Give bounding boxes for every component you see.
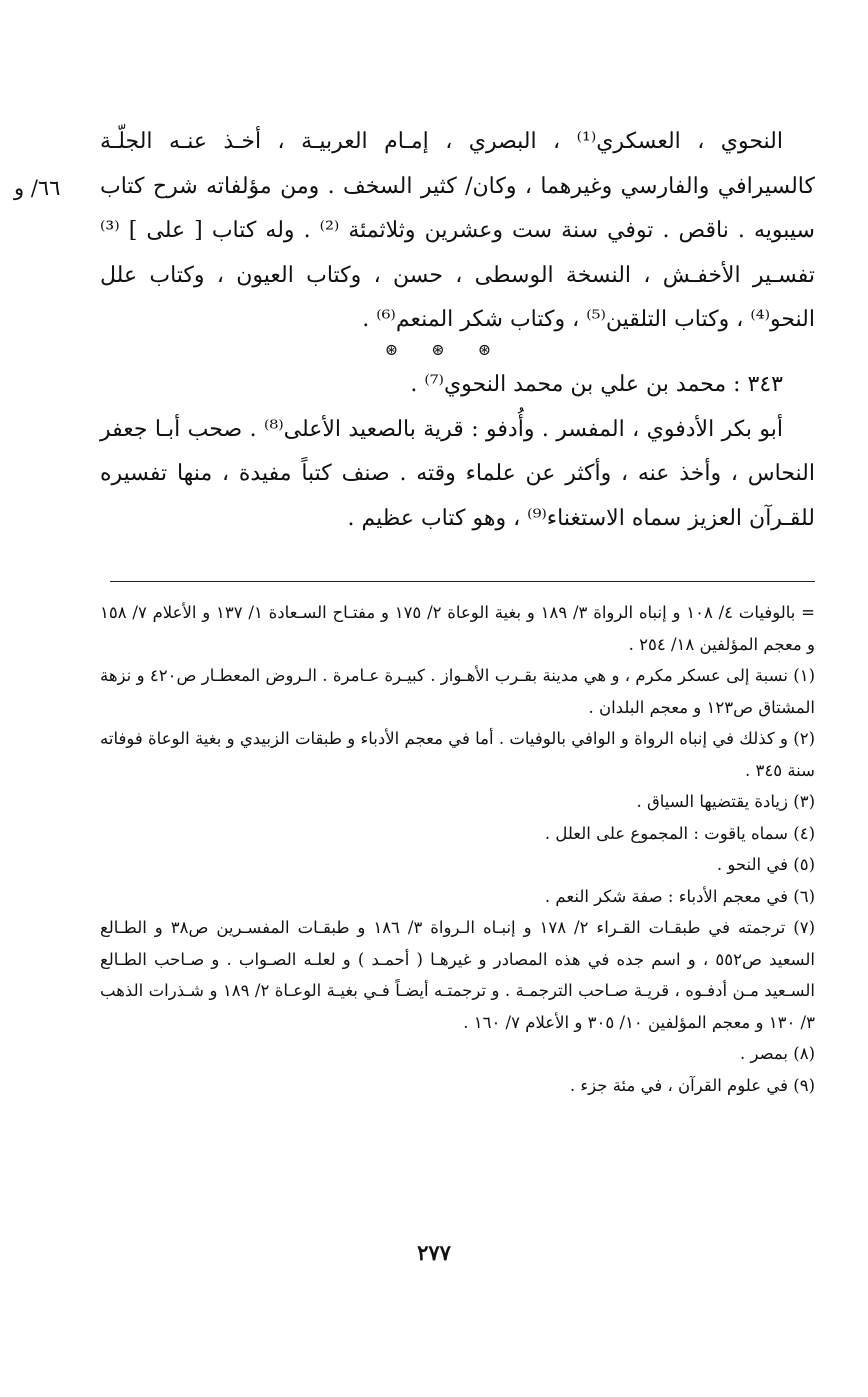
footnote-8: (٨) بمصر . xyxy=(739,1044,815,1063)
entry-heading: ٣٤٣ : محمد بن علي بن محمد النحوي⁽⁷⁾ . xyxy=(410,372,783,397)
footnote-7: (٧) ترجمته في طبقـات القـراء ٢/ ١٧٨ و إنبـاه الـرواة ٣/ ١٨٦ و طبقـات المفسـرين ص٣٨ و الطـالع السعيد ص٥٥٢ ، و اسم جده في هذه المصادر و غيرهـا ( أحمـد ) و لعلـه الصـواب . و صـاحب الطـالع السـعيد مـن أدفـوه ، قريـة صـاحب الترجمـة . و ترجمتـه أيضـاً فـي بغيـة الوعـاة ٢/ ١٨٩ و شـذرات الذهب ٣/ ١٣٠ و معجم المؤلفين ١٠/ ٣٠٥ و الأعلام ٧/ ١٦٠ . xyxy=(100,918,816,1032)
footnote-divider xyxy=(110,581,815,582)
margin-folio-note: ٦٦/ و xyxy=(14,176,61,200)
footnote-3: (٣) زيادة يقتضيها السياق . xyxy=(636,792,815,811)
page-number: ٢٧٧ xyxy=(417,1240,451,1265)
footnote-6: (٦) في معجم الأدباء : صفة شكر النعم . xyxy=(544,886,815,906)
footnote-continuation: = بالوفيات ٤/ ١٠٨ و إنباه الرواة ٣/ ١٨٩ و بغية الوعاة ٢/ ١٧٥ و مفتـاح السـعادة ١/ ١٣٧ و الأعلام ٧/ ١٥٨ و معجم المؤلفين ١٨/ ٢٥٤ . xyxy=(100,603,815,654)
main-text-entry xyxy=(100,363,815,541)
paragraph-biography-2: أبو بكر الأدفوي ، المفسر . وأُدفو : قرية بالصعيد الأعلى⁽⁸⁾ . صحب أبـا جعفر النحاس ، وأخذ عنه ، وأكثر عن علماء وقته . صنف كتباً مفيدة ، منها تفسيره للقـرآن العزيز سماه الاستغناء⁽⁹⁾ ، وهو كتاب عظيم . xyxy=(100,416,815,531)
footnote-2: (٢) و كذلك في إنباه الرواة و الوافي بالوفيات . أما في معجم الأدباء و طبقات الزبيدي و بغية الوعاة فوفاته سنة ٣٤٥ . xyxy=(100,729,815,780)
footnote-5: (٥) في النحو . xyxy=(716,855,815,874)
main-text xyxy=(100,120,815,343)
section-separator: ⊛ ⊛ ⊛ xyxy=(384,340,506,359)
footnote-9: (٩) في علوم القرآن ، في مئة جزء . xyxy=(569,1075,815,1095)
footnotes xyxy=(100,597,815,1101)
footnote-1: (١) نسبة إلى عسكر مكرم ، و هي مدينة بقـرب الأهـواز . كبيـرة عـامرة . الـروض المعطـار ص٤٢٠ و نزهة المشتاق ص١٢٣ و معجم البلدان . xyxy=(100,666,815,717)
paragraph-biography-1: النحوي ، العسكري⁽¹⁾ ، البصري ، إمـام العربيـة ، أخـذ عنـه الجلّـة كالسيرافي والفارسي وغيرهما ، وكان/ كثير السخف . ومن مؤلفاته شرح كتاب سيبويه . ناقص . توفي سنة ست وعشرين وثلاثمئة ⁽²⁾ . وله كتاب [ على ] ⁽³⁾ تفسـير الأخفـش ، النسخة الوسطى ، حسن ، وكتاب العيون ، وكتاب علل النحو⁽⁴⁾ ، وكتاب التلقين⁽⁵⁾ ، وكتاب شكر المنعم⁽⁶⁾ . xyxy=(100,129,815,332)
footnote-4: (٤) سماه ياقوت : المجموع على العلل . xyxy=(544,823,815,843)
